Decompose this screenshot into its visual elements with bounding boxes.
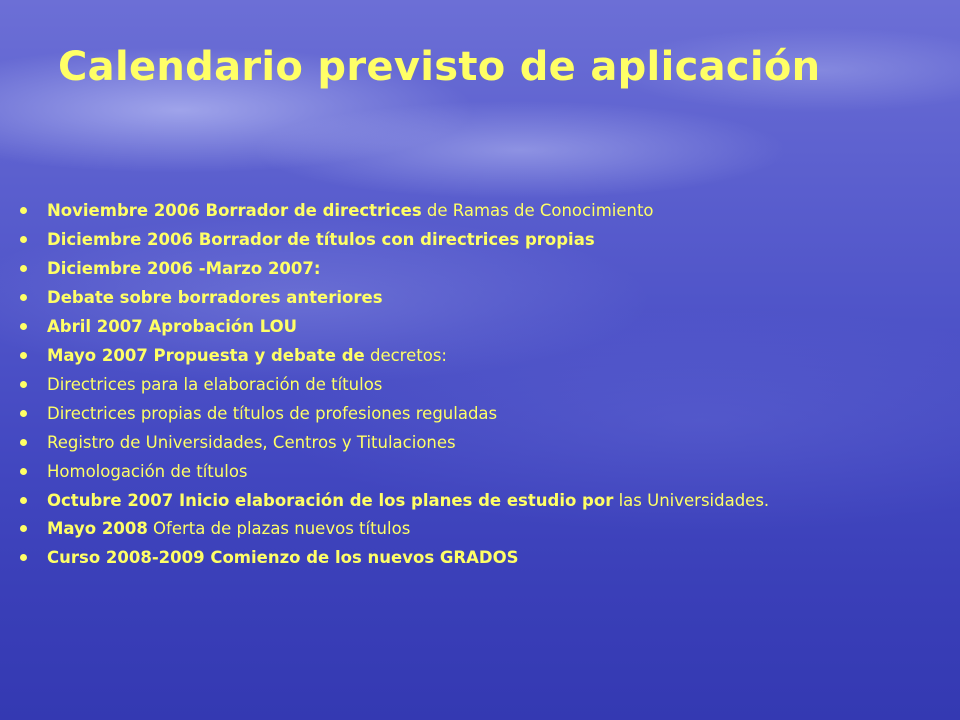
bullet-icon <box>20 410 27 417</box>
bullet-icon <box>20 381 27 388</box>
list-item <box>20 434 920 452</box>
list-item <box>20 405 920 423</box>
bullet-icon <box>20 497 27 504</box>
bullet-icon <box>20 265 27 272</box>
bullet-icon <box>20 236 27 243</box>
bullet-icon <box>20 323 27 330</box>
bullet-icon <box>20 554 27 561</box>
item-bold-text: Diciembre 2006 -Marzo 2007: <box>47 259 321 278</box>
bullet-list <box>20 202 920 578</box>
item-bold-text: Mayo 2008 <box>47 519 148 538</box>
item-text: decretos: <box>364 346 447 365</box>
item-bold-text: Abril 2007 Aprobación LOU <box>47 317 298 336</box>
bullet-icon <box>20 468 27 475</box>
list-item <box>20 202 920 220</box>
list-item <box>20 289 920 307</box>
bullet-icon <box>20 207 27 214</box>
list-item <box>20 347 920 365</box>
item-text: de Ramas de Conocimiento <box>421 201 654 220</box>
item-bold-text: Curso 2008-2009 Comienzo de los nuevos GRADOS <box>47 548 519 567</box>
list-item <box>20 549 920 567</box>
list-item <box>20 463 920 481</box>
bullet-icon <box>20 352 27 359</box>
bullet-icon <box>20 294 27 301</box>
item-text: Oferta de plazas nuevos títulos <box>147 519 411 538</box>
item-text: Directrices propias de títulos de profesiones reguladas <box>47 404 498 423</box>
item-text: Registro de Universidades, Centros y Titulaciones <box>47 433 456 452</box>
slide-title: Calendario previsto de aplicación <box>58 44 821 90</box>
list-item <box>20 260 920 278</box>
bullet-icon <box>20 525 27 532</box>
item-bold-text: Diciembre 2006 Borrador de títulos con directrices propias <box>47 230 595 249</box>
item-bold-text: Octubre 2007 Inicio elaboración de los planes de estudio por <box>47 491 614 510</box>
item-bold-text: Debate sobre borradores anteriores <box>47 288 383 307</box>
list-item <box>20 231 920 249</box>
list-item <box>20 318 920 336</box>
list-item <box>20 376 920 394</box>
bullet-icon <box>20 439 27 446</box>
item-text: las Universidades. <box>613 491 770 510</box>
list-item <box>20 492 920 510</box>
item-bold-text: Mayo 2007 Propuesta y debate de <box>47 346 365 365</box>
list-item <box>20 520 920 538</box>
item-text: Directrices para la elaboración de títulos <box>47 375 383 394</box>
item-bold-text: Noviembre 2006 Borrador de directrices <box>47 201 422 220</box>
item-text: Homologación de títulos <box>47 462 248 481</box>
